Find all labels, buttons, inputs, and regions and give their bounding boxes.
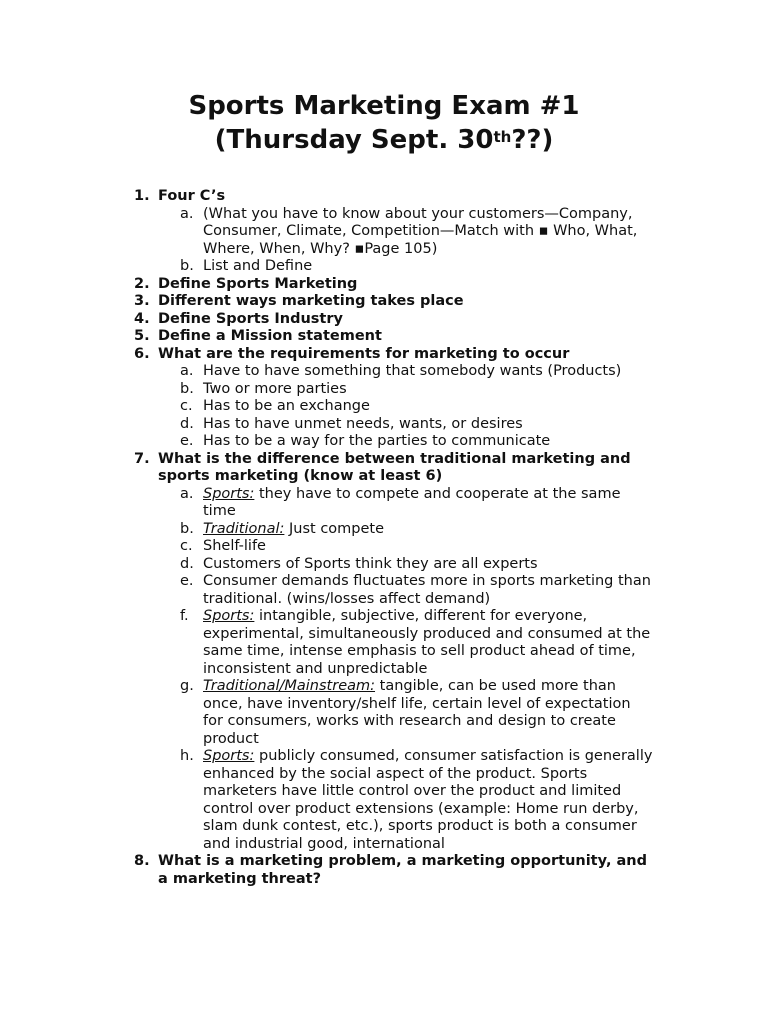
- subitem-text-wrap: [203, 381, 347, 397]
- outline-subitem: [0, 678, 655, 748]
- subitem-letter: e.: [180, 573, 194, 589]
- subitem-text: (What you have to know about your customers—Company, Consumer, Climate, Competition—Match with ▪ Who, What, Where, When, Why? ▪Page 105): [203, 205, 638, 257]
- item-number: 8.: [134, 853, 150, 869]
- item-text: What is a marketing problem, a marketing opportunity, and a marketing threat?: [158, 853, 647, 887]
- subitem-text: intangible, subjective, different for everyone, experimental, simultaneously produced and consumed at the same time, intense emphasis to sell product ahead of time, inconsistent and unpredictable: [203, 608, 651, 677]
- subitem-text: List and Define: [203, 258, 313, 274]
- outline-item: [0, 451, 654, 486]
- outline-subitem: [0, 521, 655, 539]
- item-number: 3.: [134, 293, 150, 309]
- subitem-text: publicly consumed, consumer satisfaction is generally enhanced by the social aspect of the product. Sports marketers have little control over the product and limited control over product extensions (example: Home run derby, slam dunk contest, etc.), sports product is both a consumer and industrial good, international: [203, 748, 653, 852]
- subitem-text-wrap: [203, 573, 651, 607]
- page-title: [0, 89, 768, 123]
- subitem-text: they have to compete and cooperate at the same time: [203, 485, 621, 519]
- item-text: Four C’s: [158, 188, 226, 204]
- subitem-text: Consumer demands fluctuates more in sports marketing than traditional. (wins/losses affect demand): [203, 573, 651, 607]
- subitem-text: Two or more parties: [203, 380, 347, 397]
- item-text: What are the requirements for marketing to occur: [158, 345, 570, 362]
- outline-subitem: [0, 258, 655, 276]
- title-line-1: Sports Marketing Exam #1: [188, 91, 580, 121]
- subitem-letter: b.: [180, 380, 194, 397]
- outline-item: [0, 293, 654, 311]
- item-number: 4.: [134, 310, 150, 327]
- subitem-letter: h.: [180, 748, 194, 764]
- subitem-letter: a.: [180, 205, 194, 222]
- outline-subitem: [0, 206, 655, 259]
- item-text: What is the difference between traditional marketing and sports marketing (know at least 6): [158, 450, 631, 484]
- outline-subitem: [0, 381, 655, 399]
- title-line-2-sup: th: [493, 128, 512, 146]
- subitem-letter: g.: [180, 678, 194, 694]
- outline-subitem: [0, 556, 655, 574]
- subitem-letter: b.: [180, 258, 194, 274]
- subitem-letter: f.: [180, 608, 189, 624]
- subitem-text: Has to be a way for the parties to communicate: [203, 433, 551, 449]
- item-text: Define Sports Industry: [158, 310, 343, 327]
- outline-item: [0, 311, 654, 329]
- item-number: 6.: [134, 345, 150, 362]
- item-number: 1.: [134, 188, 150, 204]
- title-line-2-prefix: (Thursday Sept. 30: [214, 125, 494, 155]
- subitem-lead-label: Sports:: [203, 608, 255, 624]
- outline-subitem: [0, 486, 655, 521]
- outline-subitem: [0, 398, 655, 416]
- outline-subitem: [0, 416, 655, 434]
- subitem-text-wrap: [203, 258, 312, 274]
- subitem-letter: e.: [180, 433, 194, 449]
- outline-subitem: [0, 538, 655, 556]
- subitem-text-wrap: [203, 678, 631, 747]
- subitem-text-wrap: [203, 556, 538, 572]
- page-subtitle: [0, 123, 768, 157]
- subitem-letter: a.: [180, 363, 194, 379]
- subitem-text: Have to have something that somebody wants (Products): [203, 363, 622, 379]
- subitem-text: Shelf-life: [203, 538, 266, 554]
- subitem-text-wrap: [203, 433, 550, 449]
- outline-item: [0, 276, 654, 294]
- item-number: 2.: [134, 275, 150, 292]
- subitem-text-wrap: [203, 206, 637, 257]
- subitem-lead-label: Sports:: [203, 748, 255, 764]
- outline-subitem: [0, 433, 655, 451]
- outline-item: [0, 328, 654, 346]
- subitem-text-wrap: [203, 521, 384, 537]
- subitem-text: Has to have unmet needs, wants, or desires: [203, 415, 523, 432]
- subitem-text: Has to be an exchange: [203, 398, 370, 414]
- item-text: Define a Mission statement: [158, 328, 382, 344]
- subitem-lead-label: Traditional/Mainstream:: [203, 678, 376, 694]
- subitem-text-wrap: [203, 538, 266, 554]
- subitem-lead-label: Sports:: [203, 485, 255, 502]
- subitem-letter: c.: [180, 538, 193, 554]
- subitem-text: Customers of Sports think they are all experts: [203, 555, 538, 572]
- subitem-text-wrap: [203, 398, 370, 414]
- subitem-text-wrap: [203, 486, 621, 520]
- subitem-letter: d.: [180, 555, 194, 572]
- outline-subitem: [0, 363, 655, 381]
- item-text: Define Sports Marketing: [158, 275, 358, 292]
- subitem-letter: b.: [180, 520, 194, 537]
- exam-outline: [0, 188, 768, 888]
- outline-subitem: [0, 748, 655, 853]
- title-line-2-suffix: ??): [511, 125, 554, 155]
- subitem-letter: c.: [180, 398, 193, 414]
- item-number: 7.: [134, 450, 150, 467]
- subitem-text: tangible, can be used more than once, have inventory/shelf life, certain level of expectation for consumers, works with research and design to create product: [203, 678, 631, 747]
- item-number: 5.: [134, 328, 150, 344]
- outline-subitem: [0, 608, 655, 678]
- outline-item: [0, 346, 654, 364]
- subitem-letter: d.: [180, 415, 194, 432]
- outline-item: [0, 853, 654, 888]
- outline-subitem: [0, 573, 655, 608]
- subitem-text-wrap: [203, 363, 621, 379]
- item-text: Different ways marketing takes place: [158, 293, 464, 309]
- subitem-text-wrap: [203, 416, 523, 432]
- subitem-lead-label: Traditional:: [203, 520, 285, 537]
- outline-item: [0, 188, 654, 206]
- subitem-text-wrap: [203, 608, 650, 677]
- subitem-letter: a.: [180, 485, 194, 502]
- subitem-text: Just compete: [284, 520, 385, 537]
- subitem-text-wrap: [203, 748, 652, 852]
